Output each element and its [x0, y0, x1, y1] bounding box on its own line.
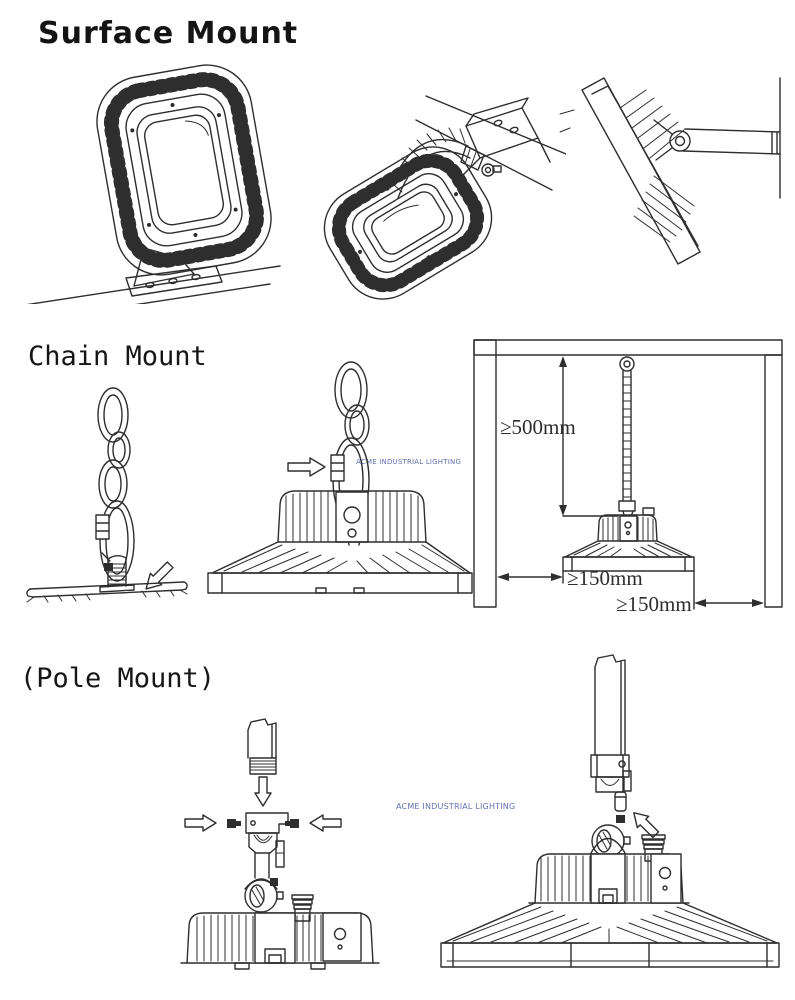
- fig-surface-beam-mount: [298, 66, 566, 304]
- swivel-knuckle: [245, 853, 283, 912]
- beam-stub-lines: [560, 110, 574, 132]
- dimension-left-clearance-label: ≥150mm: [567, 566, 643, 590]
- locking-pin: [615, 792, 626, 823]
- dimension-left-clearance: [497, 566, 643, 590]
- suspension-chain: [619, 357, 635, 523]
- ufo-fixture: [441, 854, 779, 967]
- pole: [248, 719, 276, 774]
- fig-chain-carabiner-parts: [20, 383, 195, 619]
- chain-links: [98, 388, 130, 508]
- ufo-fixture-small: [563, 508, 694, 571]
- carabiner: [96, 501, 134, 581]
- dimension-drop-label: ≥500mm: [500, 415, 576, 439]
- attach-arrow-icon: [288, 458, 325, 476]
- surface-mount-title: Surface Mount: [38, 16, 299, 51]
- chain-links: [335, 362, 369, 445]
- fig-surface-bracket-mount: [8, 56, 300, 304]
- fig-pole-exploded-assembly: [175, 703, 405, 1000]
- ufo-fixture: [208, 491, 472, 593]
- fig-pole-assembled-fixture: [395, 645, 795, 1000]
- fixture-top-plate: [27, 556, 187, 602]
- pole-mount-title: (Pole Mount): [20, 663, 216, 694]
- screw-arrow-right-icon: [310, 815, 341, 831]
- dimension-right-clearance-label: ≥150mm: [616, 592, 692, 616]
- fig-surface-wall-arm-mount: [558, 56, 795, 304]
- watermark-chain: ACME INDUSTRIAL LIGHTING: [356, 458, 462, 466]
- watermark-pole: ACME INDUSTRIAL LIGHTING: [396, 802, 516, 811]
- tilted-fixture: [582, 78, 700, 264]
- dimension-drop: [500, 356, 618, 516]
- swivel-knuckle: [591, 825, 630, 857]
- insert-arrow-icon: [140, 559, 175, 594]
- fixture-body-top: [181, 913, 379, 969]
- fixture-face: [90, 58, 278, 282]
- mount-bracket: [246, 813, 288, 867]
- screw-arrow-left-icon: [185, 815, 216, 831]
- pole: [591, 655, 631, 792]
- fig-chain-clearance-dimensions: [470, 333, 795, 620]
- fig-chain-hung-fixture: [198, 355, 485, 600]
- chain-mount-title: Chain Mount: [28, 341, 207, 372]
- insert-down-arrow-icon: [255, 777, 271, 806]
- fixture-face: [310, 132, 507, 304]
